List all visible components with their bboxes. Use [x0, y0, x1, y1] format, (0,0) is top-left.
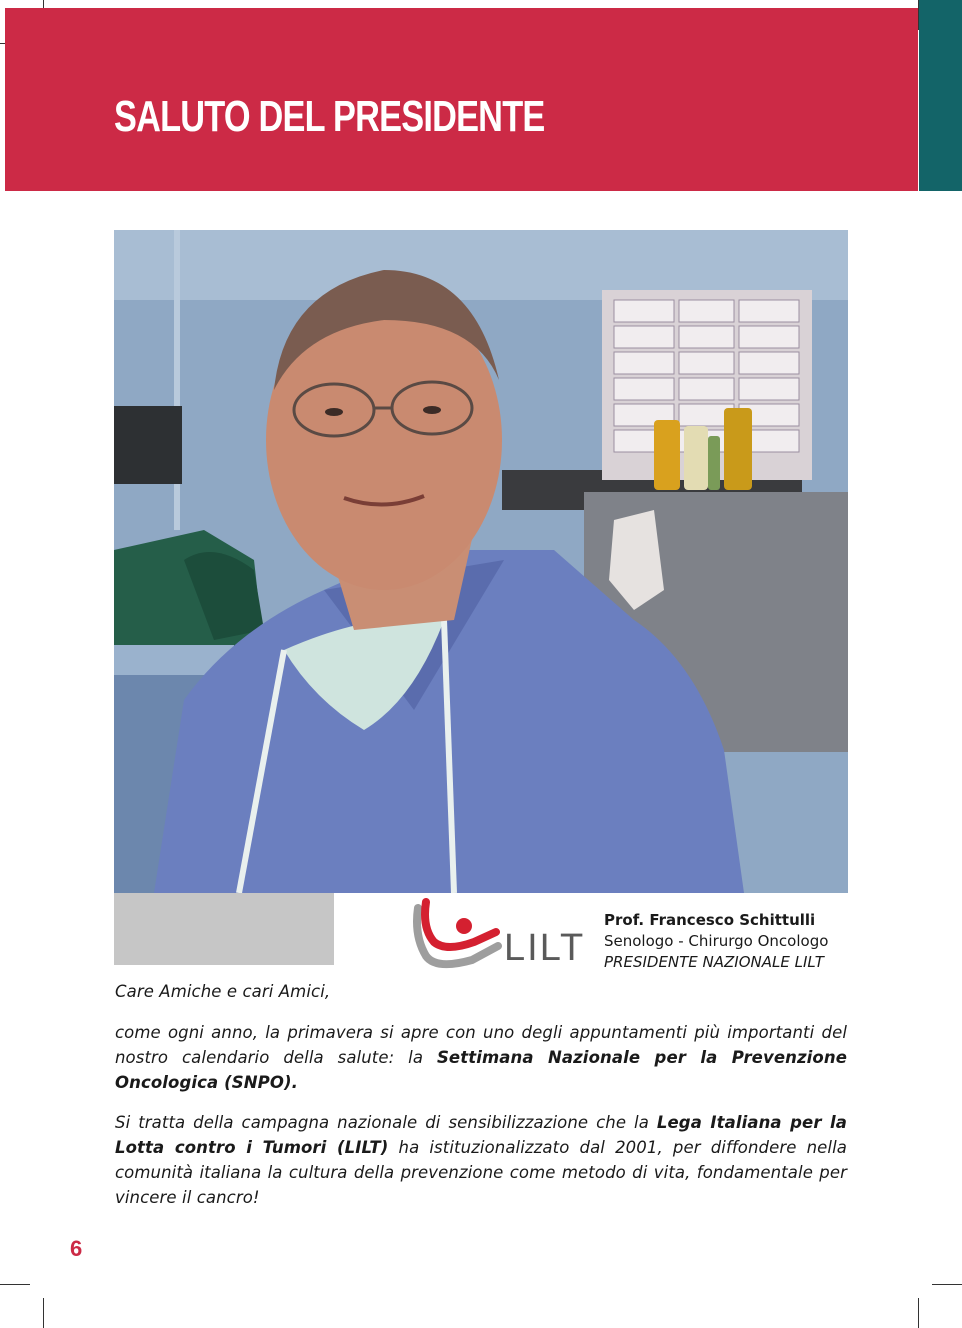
lilt-logo — [412, 898, 584, 978]
letter-paragraph-2 — [115, 1110, 847, 1210]
crop-mark — [932, 1284, 962, 1285]
lilt-logo-icon — [412, 898, 584, 978]
signature-title: PRESIDENTE NAZIONALE LILT — [604, 953, 824, 971]
paragraph-2-rest: ha istituzionalizzato dal 2001, per diffondere nella comunità italiana la cultura della prevenzione come metodo di vita, fondamentale per vincere il cancro! — [115, 1138, 847, 1207]
lilt-logo-text: LILT — [504, 927, 584, 969]
portrait-photo — [114, 230, 848, 893]
paragraph-1-text: come ogni anno, la primavera si apre con uno degli appuntamenti più importanti del nostro calendario della salute: la — [115, 1023, 847, 1067]
letter-paragraph-1 — [115, 1020, 847, 1095]
portrait-photo-icon — [114, 230, 848, 893]
grey-block — [114, 893, 334, 965]
signature-role: Senologo - Chirurgo Oncologo — [604, 932, 829, 950]
letter-greeting: Care Amiche e cari Amici, — [115, 982, 331, 1001]
page-title: SALUTO DEL PRESIDENTE — [114, 92, 545, 141]
signature-block — [604, 910, 828, 973]
crop-mark — [43, 1298, 44, 1328]
crop-mark — [0, 1284, 30, 1285]
snpo-emphasis: Settimana Nazionale per la Prevenzione Oncologica (SNPO). — [115, 1048, 847, 1092]
lilt-emphasis: Lega Italiana per la Lotta contro i Tumori (LILT) — [115, 1113, 847, 1157]
paragraph-2-intro: Si tratta della campagna nazionale di sensibilizzazione che la — [115, 1113, 657, 1132]
section-tab — [919, 0, 962, 191]
signature-name: Prof. Francesco Schittulli — [604, 911, 816, 929]
crop-mark — [918, 1298, 919, 1328]
page-number: 6 — [70, 1236, 83, 1261]
